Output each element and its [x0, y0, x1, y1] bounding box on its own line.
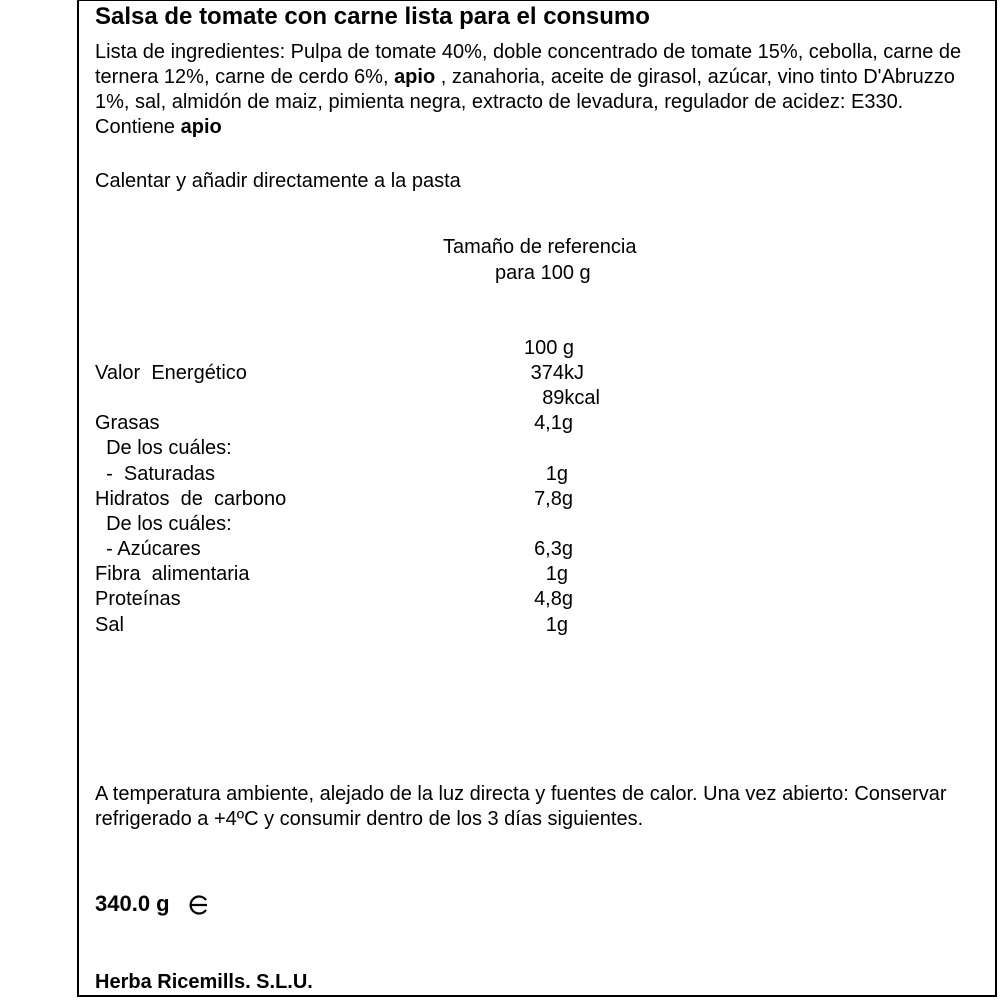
preparation-instructions: Calentar y añadir directamente a la pasta: [95, 170, 461, 192]
net-weight: 340.0 g: [95, 891, 170, 916]
estimated-sign-icon: [187, 893, 209, 917]
nutrition-label: Hidratos de carbono: [95, 488, 287, 510]
allergen-celery-1: apio: [394, 66, 436, 88]
nutrition-value: 1g: [545, 463, 568, 485]
company-name: Herba Ricemills. S.L.U.: [95, 971, 313, 993]
nutrition-label: - Azúcares: [95, 538, 201, 560]
nutrition-value: 374kJ: [530, 362, 584, 384]
nutrition-label: Valor Energético: [95, 362, 247, 384]
nutrition-value: 1g: [545, 563, 568, 585]
nutrition-label: De los cuáles:: [95, 513, 232, 535]
nutrition-label: Fibra alimentaria: [95, 563, 250, 585]
storage-instructions: A temperatura ambiente, alejado de la luz directa y fuentes de calor. Una vez abierto: Conservar refrigerado a +4ºC y consumir dentro de los 3 días siguientes.: [95, 783, 947, 830]
nutrition-label: De los cuáles:: [95, 437, 232, 459]
nutrition-label: - Saturadas: [95, 463, 216, 485]
nutrition-value: 1g: [545, 614, 568, 636]
nutrition-label: Grasas: [95, 412, 160, 434]
nutrition-value: 89kcal: [542, 387, 600, 409]
nutrition-value: 6,3g: [534, 538, 573, 560]
nutrition-value: 4,1g: [534, 412, 573, 434]
nutrition-label: Proteínas: [95, 588, 181, 610]
allergen-celery-2: apio: [180, 116, 222, 138]
reference-size-line2: para 100 g: [495, 262, 591, 284]
nutrition-value: 4,8g: [534, 588, 573, 610]
reference-size-line1: Tamaño de referencia: [443, 236, 637, 258]
product-title: Salsa de tomate con carne lista para el consumo: [95, 3, 650, 30]
nutrition-label: Sal: [95, 614, 124, 636]
ingredients-part2: , zanahoria, aceite de girasol, azúcar, vino tinto D'Abruzzo 1%, sal, almidón de maiz, pimienta negra, extracto de levadura, regulador de acidez: E330. Contiene: [95, 66, 955, 138]
nutrition-column-header: 100 g: [524, 337, 575, 359]
ingredients-text: [95, 40, 975, 140]
ingredients-part1: Lista de ingredientes: Pulpa de tomate 40%, doble concentrado de tomate 15%, cebolla, carne de ternera 12%, carne de cerdo 6%,: [95, 41, 962, 88]
nutrition-value: 7,8g: [534, 488, 573, 510]
